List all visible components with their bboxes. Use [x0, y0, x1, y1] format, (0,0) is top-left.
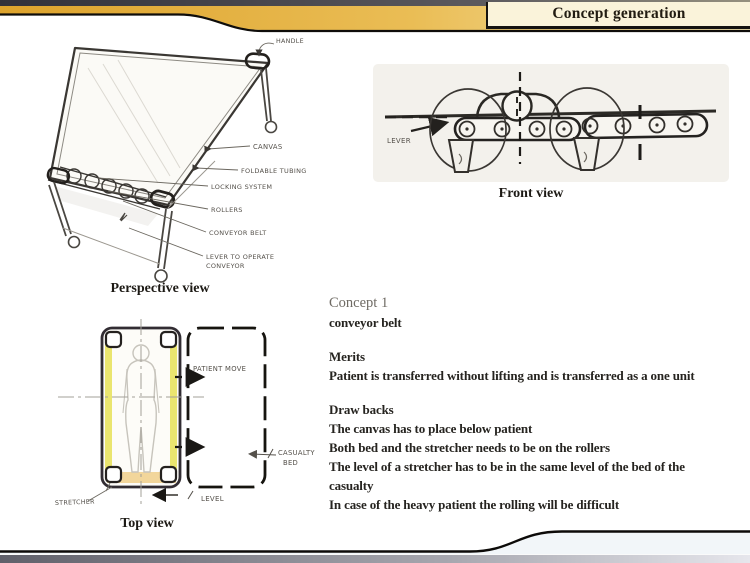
drawback-item-continuation: casualty: [329, 478, 374, 493]
yellow-edge-right: [170, 337, 177, 479]
front-view-caption: Front view: [498, 186, 564, 201]
label-canvas: CANVAS: [253, 143, 283, 151]
label-lever-conveyor: CONVEYOR: [206, 262, 245, 270]
stretcher-top: [58, 319, 204, 505]
stretcher-canvas: [50, 48, 268, 205]
title-box: [486, 2, 750, 29]
caster-wheel: [266, 122, 277, 133]
drawback-item: Both bed and the stretcher needs to be on the rollers: [329, 440, 610, 455]
label-patient-move: PATIENT MOVE: [193, 365, 247, 373]
drawback-item: In case of the heavy patient the rolling will be difficult: [329, 497, 620, 512]
concept-text-block: [329, 294, 750, 514]
label-handle: HANDLE: [276, 38, 304, 45]
top-view-caption: Top view: [120, 516, 174, 531]
merit-item: Patient is transferred without lifting and is transferred as a one unit: [329, 368, 695, 383]
yellow-edge-left: [105, 337, 112, 479]
page-title: Concept generation: [552, 5, 686, 22]
caster-wheel: [69, 237, 80, 248]
bottom-gray-band: [0, 555, 750, 563]
perspective-view-caption: Perspective view: [110, 281, 210, 296]
casualty-bed-arrow: [250, 454, 276, 455]
drawback-item: The level of a stretcher has to be in the same level of the bed of the: [329, 459, 685, 474]
spacer: [329, 385, 750, 400]
tick-mark: [188, 491, 193, 499]
concept-title: Concept 1: [329, 295, 389, 311]
drawback-item: The canvas has to place below patient: [329, 421, 533, 436]
label-stretcher: STRETCHER: [54, 498, 95, 507]
concept-subtitle: conveyor belt: [329, 315, 402, 330]
tick-mark: [268, 449, 273, 458]
front-view-sketch: [371, 60, 733, 186]
label-locking-system: LOCKING SYSTEM: [211, 183, 273, 191]
drawbacks-heading: Draw backs: [329, 402, 394, 417]
casualty-bed-outline: [188, 328, 265, 487]
top-view-sketch: [54, 305, 336, 517]
spacer: [329, 332, 750, 347]
label-lever-operate: LEVER TO OPERATE: [206, 253, 275, 261]
label-foldable-tubing: FOLDABLE TUBING: [241, 167, 307, 175]
label-level: LEVEL: [201, 495, 224, 503]
label-casualty: CASUALTY: [278, 449, 315, 457]
label-rollers: ROLLERS: [211, 206, 243, 214]
label-bed: BED: [283, 459, 299, 467]
merits-heading: Merits: [329, 349, 365, 364]
label-lever: LEVER: [387, 137, 411, 145]
perspective-sketch: [8, 28, 338, 286]
label-conveyor-belt: CONVEYOR BELT: [209, 229, 267, 237]
bottom-decoration: [0, 529, 750, 563]
